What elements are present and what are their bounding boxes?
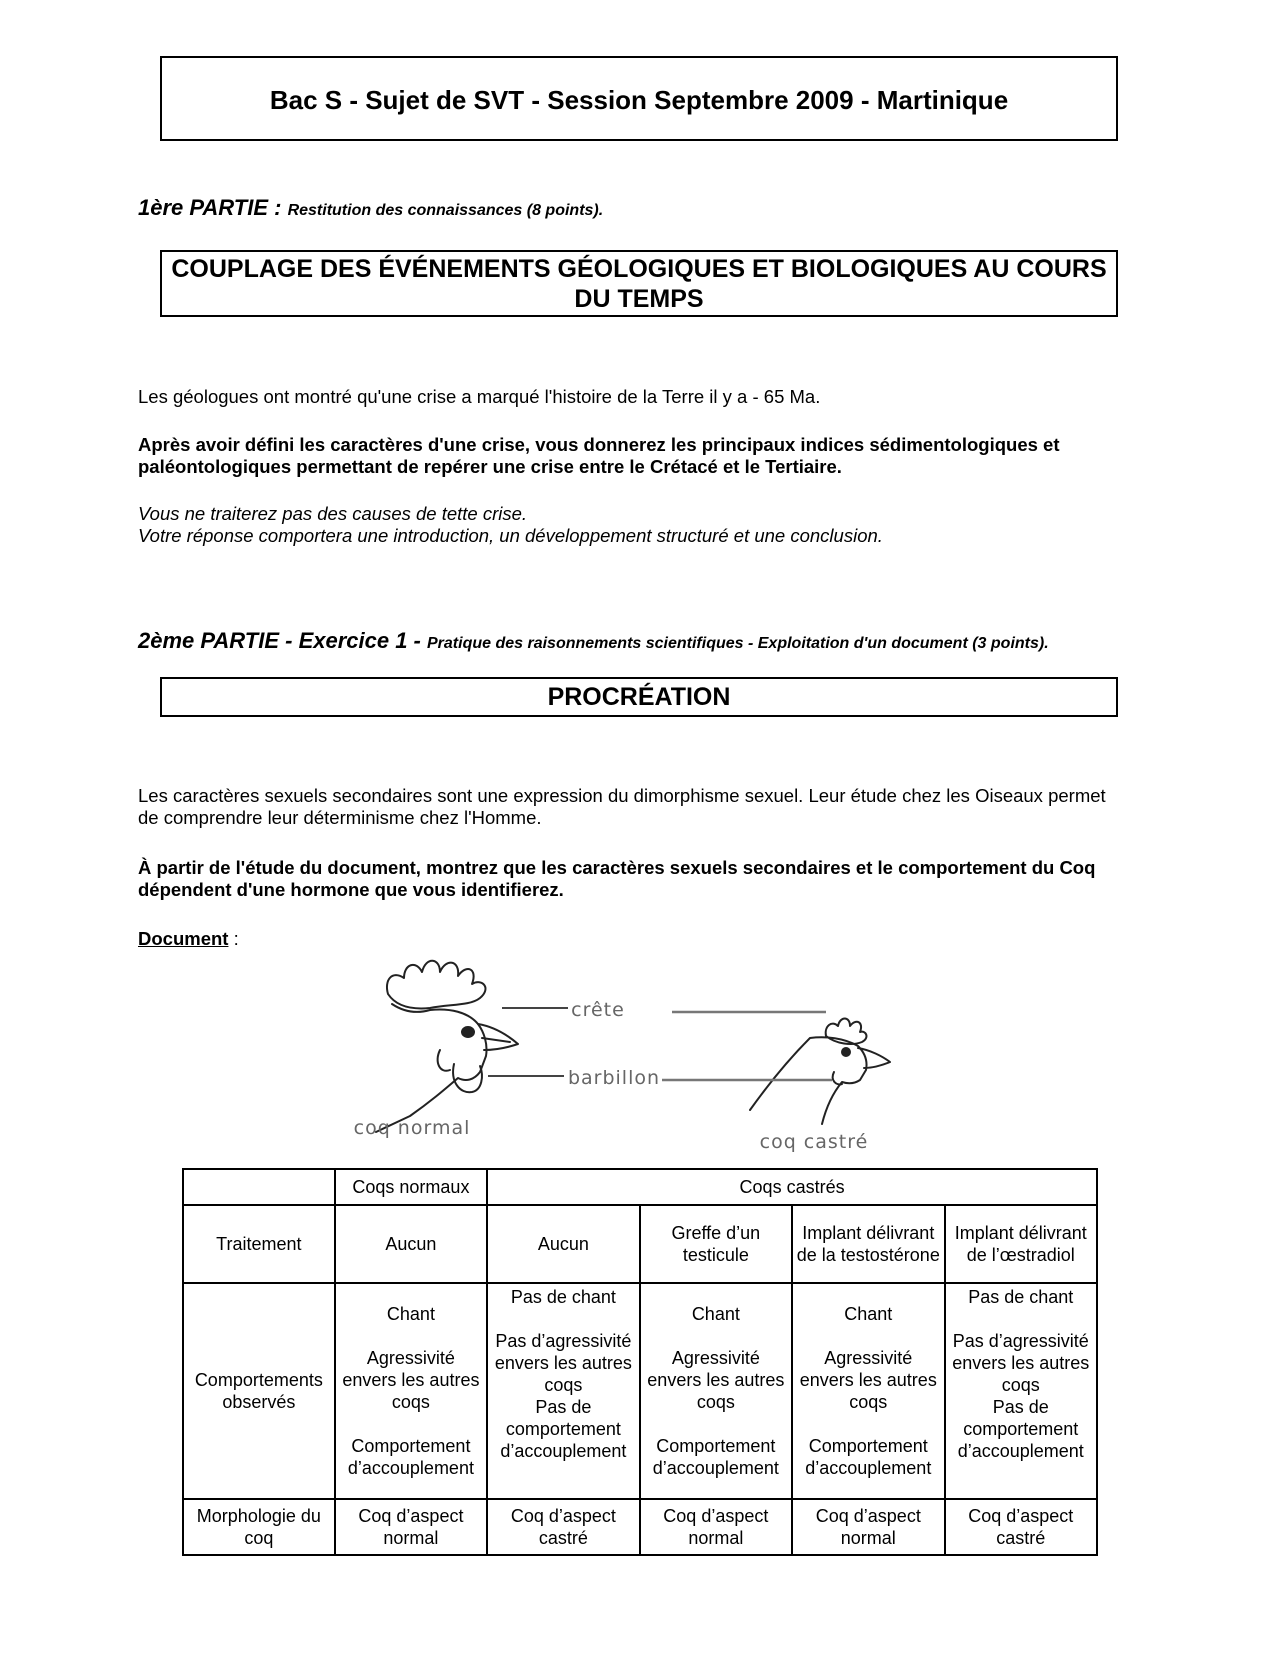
behaviour-aggression: Agressivité envers les autres coqs <box>799 1348 937 1412</box>
exam-header-box <box>160 56 1118 141</box>
behaviour-cell <box>792 1283 944 1499</box>
normal-rooster-eye <box>462 1027 474 1037</box>
part2-intro: Les caractères sexuels secondaires sont une expression du dimorphisme sexuel. Leur étude chez les Oiseaux permet de comprendre leur déterminisme chez l'Homme. <box>138 785 1106 828</box>
morphology-cell: Coq d’aspect castré <box>945 1499 1097 1555</box>
document-label-text: Document <box>138 928 229 949</box>
document-label-colon: : <box>228 928 239 949</box>
behaviour-song: Chant <box>386 1304 435 1324</box>
behaviour-song: Chant <box>691 1304 740 1324</box>
part1-note-1: Vous ne traiterez pas des causes de tette crise. <box>138 503 528 524</box>
treatment-cell: Implant délivrant de la testostérone <box>792 1205 944 1283</box>
behaviour-aggression: Agressivité envers les autres coqs <box>647 1348 785 1412</box>
part2-subtitle: Pratique des raisonnements scientifiques - Exploitation d'un document (3 points). <box>427 635 1049 652</box>
normal-rooster-comb <box>387 961 486 1009</box>
treatment-cell: Implant délivrant de l’œstradiol <box>945 1205 1097 1283</box>
behaviour-cell <box>640 1283 792 1499</box>
normal-rooster-drawing <box>376 961 518 1132</box>
empty-corner-cell <box>183 1169 335 1205</box>
behaviour-mating: Comportement d’accouplement <box>652 1436 779 1478</box>
part1-heading <box>138 195 603 221</box>
behaviour-cell <box>335 1283 487 1499</box>
part1-intro: Les géologues ont montré qu'une crise a marqué l'histoire de la Terre il y a - 65 Ma. <box>138 386 821 407</box>
group-header-row <box>183 1169 1097 1205</box>
behaviour-row-header: Comportements observés <box>183 1283 335 1499</box>
wattle-label: barbillon <box>567 1067 661 1089</box>
morphology-row-header: Morphologie du coq <box>183 1499 335 1555</box>
part1-question: Après avoir défini les caractères d'une crise, vous donnerez les principaux indices sédimentologiques et paléontologiques permettant de repérer une crise entre le Crétacé et le Tertiaire. <box>138 434 1060 477</box>
behaviour-row <box>183 1283 1097 1499</box>
part1-instructions <box>138 503 1128 547</box>
castrated-rooster-eye <box>842 1048 850 1056</box>
part2-heading <box>138 628 1049 654</box>
morphology-cell: Coq d’aspect normal <box>792 1499 944 1555</box>
morphology-cell: Coq d’aspect normal <box>640 1499 792 1555</box>
behaviour-aggression: Pas d’agressivité envers les autres coqs <box>494 1331 632 1395</box>
behaviour-aggression: Pas d’agressivité envers les autres coqs <box>952 1331 1090 1395</box>
behaviour-mating: Comportement d’accouplement <box>805 1436 932 1478</box>
behaviour-mating: Comportement d’accouplement <box>347 1436 474 1478</box>
exam-title: Bac S - Sujet de SVT - Session Septembre 2009 - Martinique <box>269 85 1009 115</box>
group-normal-header: Coqs normaux <box>335 1169 487 1205</box>
morphology-row <box>183 1499 1097 1555</box>
part1-subtitle: Restitution des connaissances (8 points). <box>287 202 604 219</box>
group-castrated-header: Coqs castrés <box>487 1169 1097 1205</box>
morphology-cell: Coq d’aspect castré <box>487 1499 639 1555</box>
behaviour-mating: Pas de comportement d’accouplement <box>957 1397 1084 1461</box>
behaviour-song: Pas de chant <box>968 1287 1074 1307</box>
normal-rooster-earlobe <box>438 1050 450 1071</box>
normal-rooster-label: coq normal <box>353 1117 471 1139</box>
part1-title: COUPLAGE DES ÉVÉNEMENTS GÉOLOGIQUES ET BIOLOGIQUES AU COURS DU TEMPS <box>171 255 1107 313</box>
behaviour-song: Chant <box>844 1304 893 1324</box>
castrated-rooster-label: coq castré <box>759 1131 869 1153</box>
treatment-row <box>183 1205 1097 1283</box>
treatment-cell: Aucun <box>487 1205 639 1283</box>
castrated-rooster-drawing <box>750 1019 890 1125</box>
morphology-cell: Coq d’aspect normal <box>335 1499 487 1555</box>
crest-label: crête <box>571 999 625 1021</box>
behaviour-cell <box>487 1283 639 1499</box>
document-label <box>138 928 1128 950</box>
behaviour-song: Pas de chant <box>510 1287 616 1307</box>
part2-title: PROCRÉATION <box>547 683 731 711</box>
rooster-heads-figure <box>353 952 930 1157</box>
part2-label: 2ème PARTIE - Exercice 1 - <box>138 628 427 653</box>
behaviour-mating: Pas de comportement d’accouplement <box>500 1397 627 1461</box>
treatment-row-header: Traitement <box>183 1205 335 1283</box>
normal-rooster-head <box>376 1004 487 1132</box>
part2-question: À partir de l'étude du document, montrez que les caractères sexuels secondaires et le comportement du Coq dépendent d'une hormone que vous identifierez. <box>138 857 1096 900</box>
part1-note-2: Votre réponse comportera une introduction, un développement structuré et une conclusion. <box>138 525 883 546</box>
behaviour-aggression: Agressivité envers les autres coqs <box>342 1348 480 1412</box>
treatment-cell: Greffe d’un testicule <box>640 1205 792 1283</box>
behaviour-cell <box>945 1283 1097 1499</box>
part1-label: 1ère PARTIE : <box>138 195 288 220</box>
part1-title-box <box>160 250 1118 317</box>
results-table <box>182 1168 1098 1556</box>
treatment-cell: Aucun <box>335 1205 487 1283</box>
part2-title-box <box>160 677 1118 717</box>
